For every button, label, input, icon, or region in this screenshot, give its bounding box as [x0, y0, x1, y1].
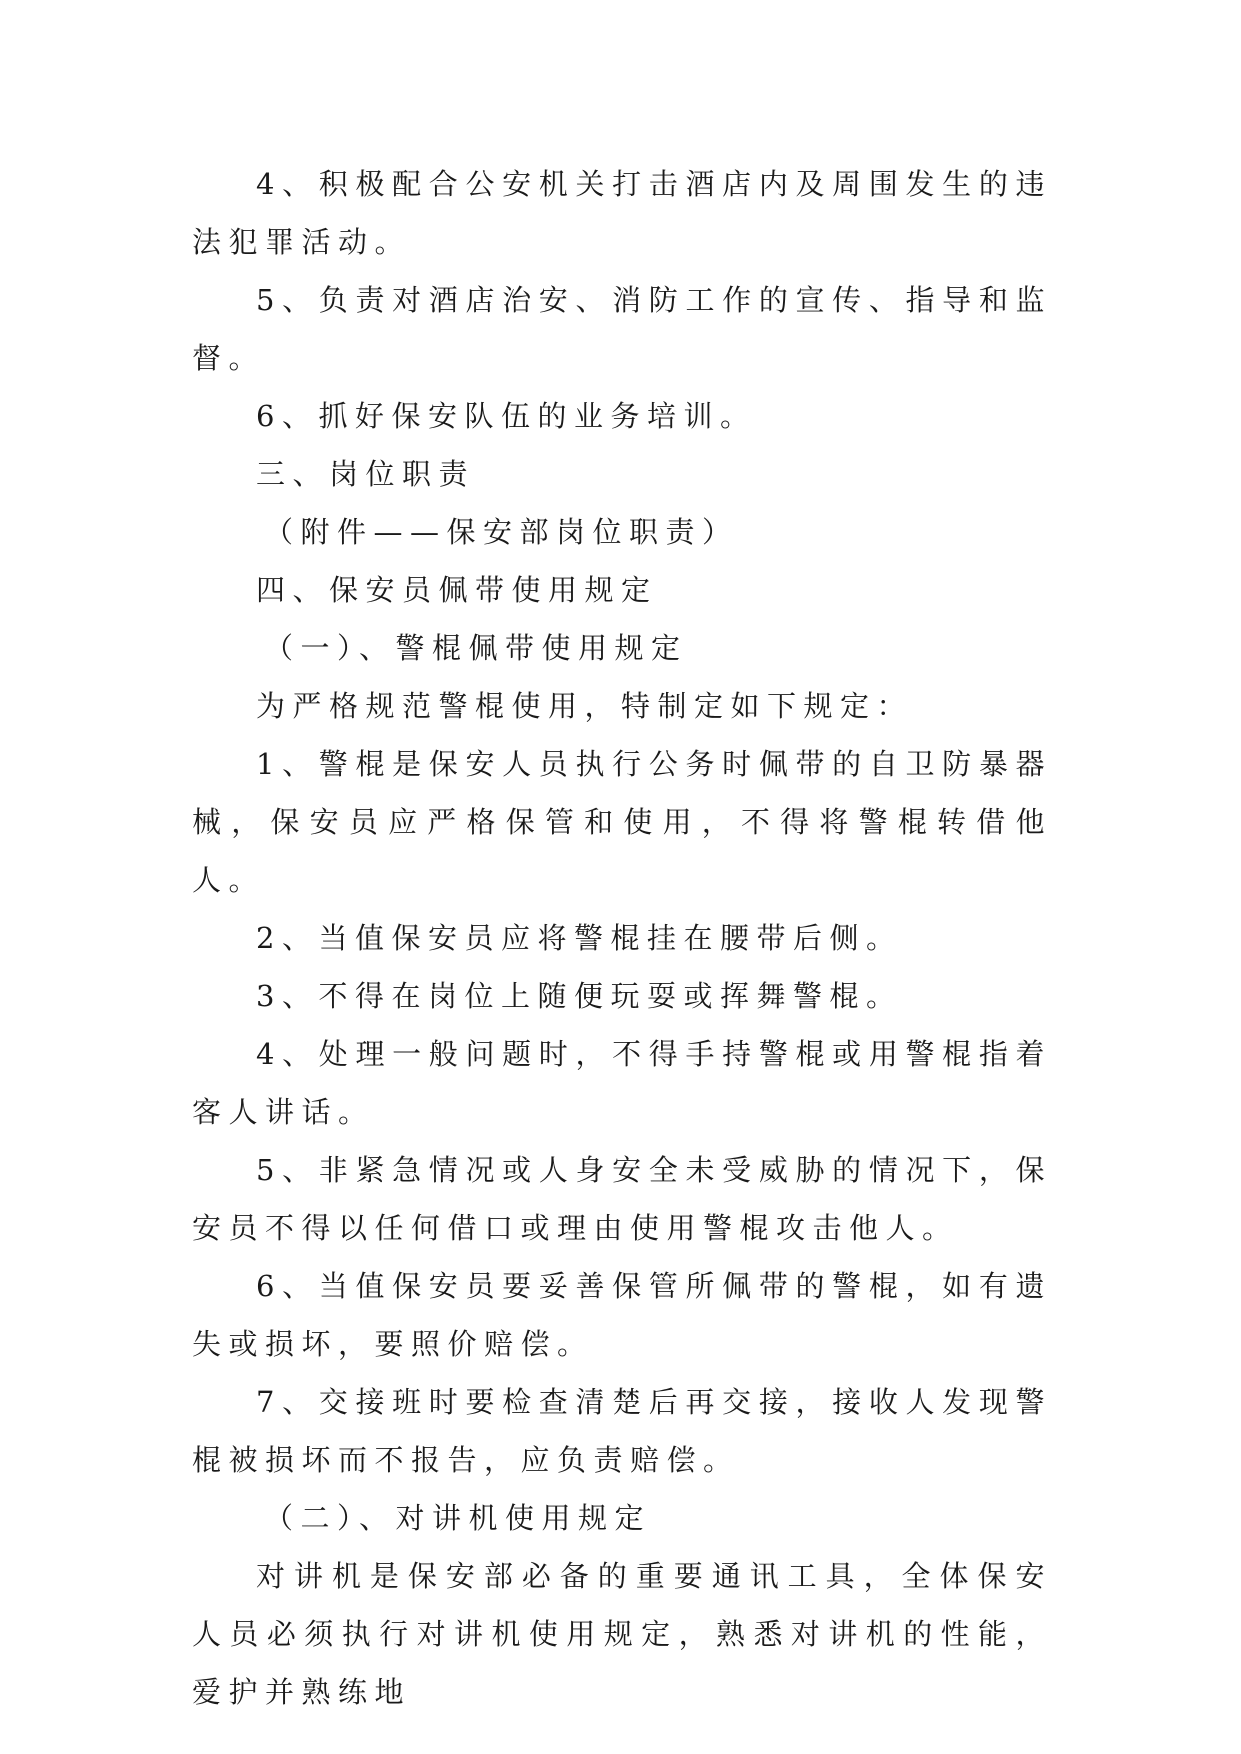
paragraph-baton-rule-7: 7、交接班时要检查清楚后再交接，接收人发现警棍被损坏而不报告，应负责赔偿。 — [192, 1385, 1052, 1477]
paragraph-intro: 为严格规范警棍使用，特制定如下规定： — [256, 689, 914, 723]
paragraph-baton-rule-2: 2、当值保安员应将警棍挂在腰带后侧。 — [256, 921, 903, 955]
attachment-note: （附件——保安部岗位职责） — [264, 515, 739, 549]
paragraph-duty-4: 4、积极配合公安机关打击酒店内及周围发生的违法犯罪活动。 — [192, 167, 1052, 259]
document-body — [192, 155, 1052, 1721]
paragraph-baton-rule-1: 1、警棍是保安人员执行公务时佩带的自卫防暴器械，保安员应严格保管和使用，不得将警棍转借他人。 — [192, 747, 1052, 897]
paragraph-baton-rule-3: 3、不得在岗位上随便玩耍或挥舞警棍。 — [256, 979, 903, 1013]
subsection-heading-2: （二）、对讲机使用规定 — [264, 1501, 652, 1535]
paragraph-radio-intro: 对讲机是保安部必备的重要通讯工具，全体保安人员必须执行对讲机使用规定，熟悉对讲机的性能，爱护并熟练地 — [192, 1559, 1052, 1709]
section-heading-4: 四、保安员佩带使用规定 — [256, 573, 658, 607]
paragraph-baton-rule-4: 4、处理一般问题时，不得手持警棍或用警棍指着客人讲话。 — [192, 1037, 1052, 1129]
paragraph-baton-rule-6: 6、当值保安员要妥善保管所佩带的警棍，如有遗失或损坏，要照价赔偿。 — [192, 1269, 1052, 1361]
section-heading-3: 三、岗位职责 — [256, 457, 476, 491]
subsection-heading-1: （一）、警棍佩带使用规定 — [264, 631, 688, 665]
paragraph-baton-rule-5: 5、非紧急情况或人身安全未受威胁的情况下，保安员不得以任何借口或理由使用警棍攻击他人。 — [192, 1153, 1052, 1245]
paragraph-duty-5: 5、负责对酒店治安、消防工作的宣传、指导和监督。 — [192, 283, 1052, 375]
paragraph-duty-6: 6、抓好保安队伍的业务培训。 — [256, 399, 757, 433]
